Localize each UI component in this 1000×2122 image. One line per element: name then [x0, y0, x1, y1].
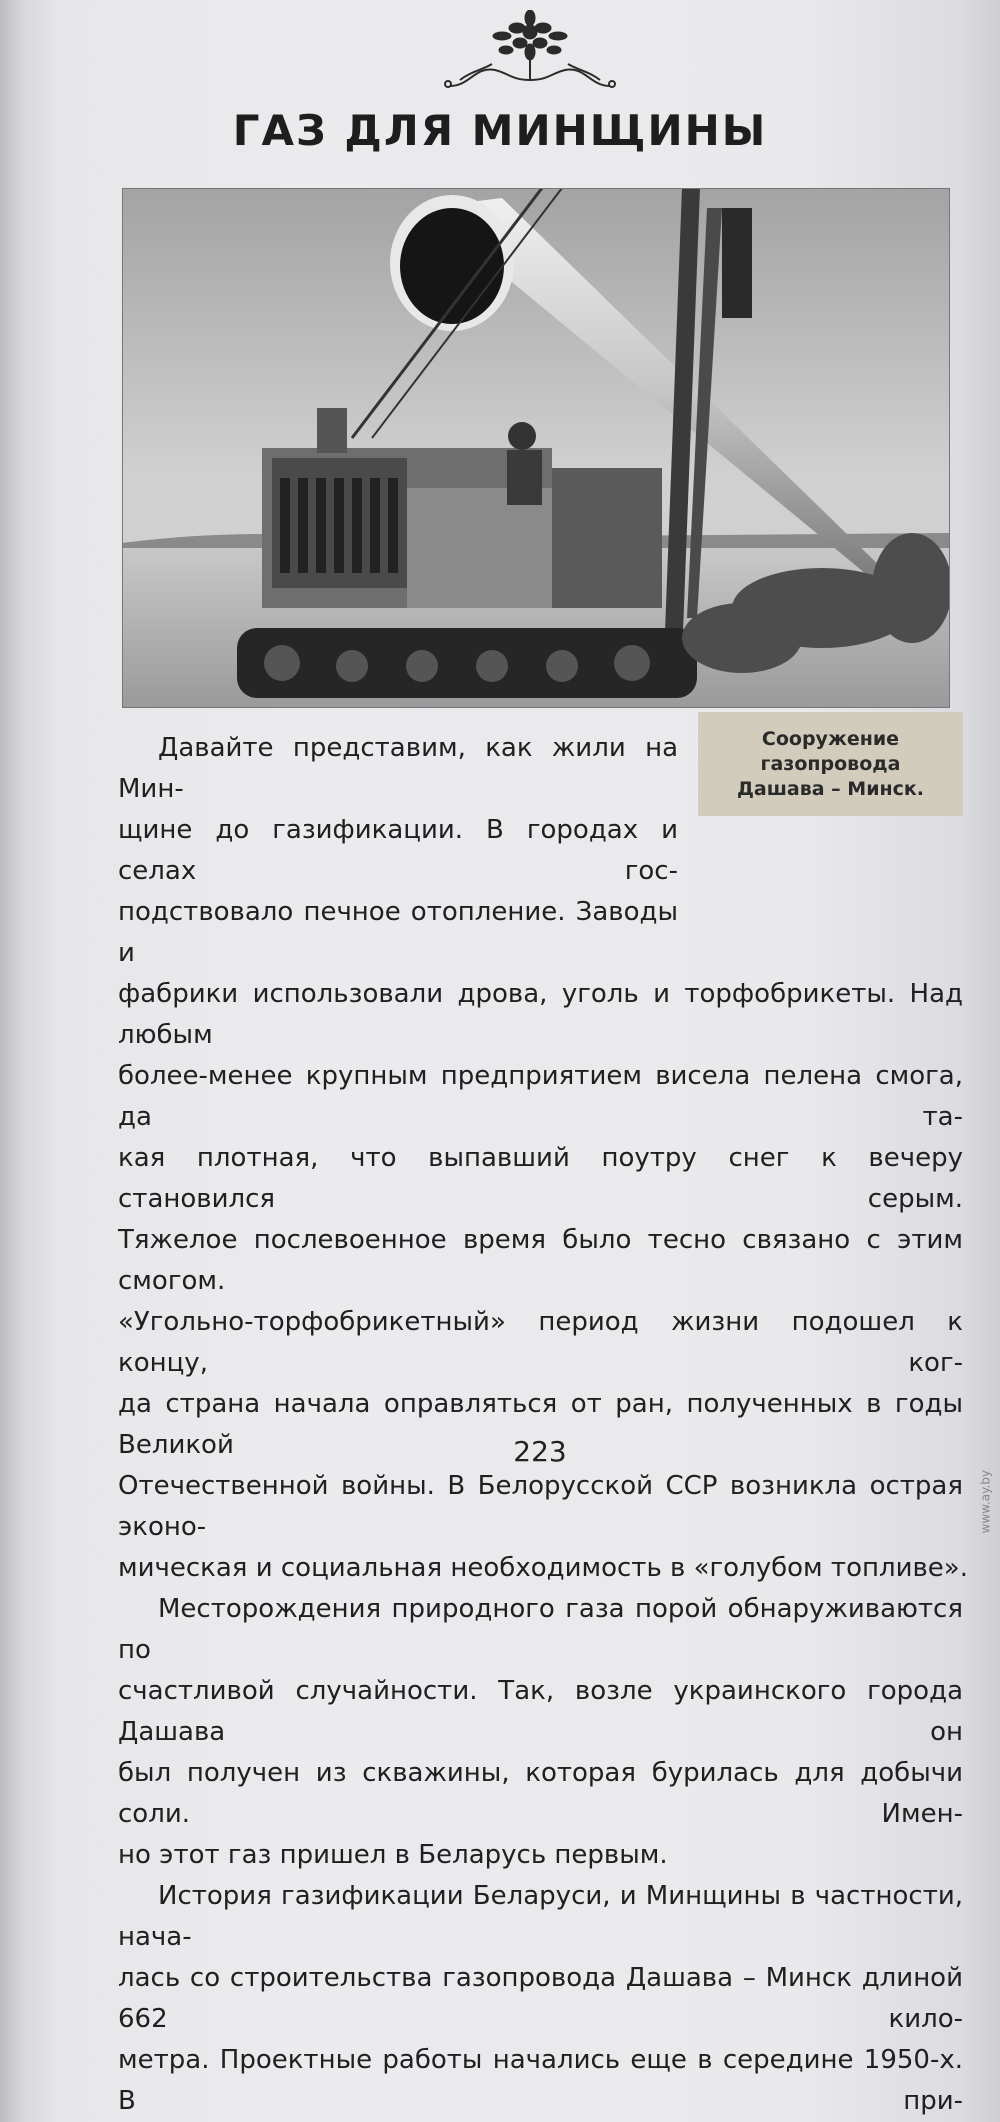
text-line: счастливой случайности. Так, возле украинского города Дашава он: [118, 1676, 963, 1747]
text-line: мическая и социальная необходимость в «голубом топливе».: [118, 1553, 968, 1583]
caption-line: Дашава – Минск.: [736, 777, 925, 800]
text-line: Давайте представим, как жили на Мин-: [118, 733, 678, 804]
text-line: кая плотная, что выпавший поутру снег к вечеру становился серым.: [118, 1143, 963, 1214]
text-line: История газификации Беларуси, и Минщины в частности, нача-: [118, 1881, 963, 1952]
caption-line: Сооружение: [761, 727, 900, 750]
page-number: 223: [513, 1435, 567, 1468]
text-line: Отечественной войны. В Белорусской ССР возникла острая эконо-: [118, 1471, 963, 1542]
article-body: [118, 728, 968, 2122]
text-line: был получен из скважины, которая бурилась для добычи соли. Имен-: [118, 1758, 963, 1829]
text-line: лась со строительства газопровода Дашава – Минск длиной 662 кило-: [118, 1963, 963, 2034]
text-line: метра. Проектные работы начались еще в середине 1950-х. В при-: [118, 2045, 963, 2116]
text-line: Месторождения природного газа порой обнаруживаются по: [118, 1594, 963, 1665]
text-line: да страна начала оправляться от ран, полученных в годы Великой: [118, 1389, 963, 1460]
watermark-text: www.ay.by: [978, 1470, 992, 1534]
floral-ornament-icon: [440, 10, 620, 92]
text-line: фабрики использовали дрова, уголь и торфобрикеты. Над любым: [118, 979, 963, 1050]
text-line: более-менее крупным предприятием висела пелена смога, да та-: [118, 1061, 963, 1132]
text-line: щине до газификации. В городах и селах гос-: [118, 815, 678, 886]
text-line: Тяжелое послевоенное время было тесно связано с этим смогом.: [118, 1225, 963, 1296]
text-line: но этот газ пришел в Беларусь первым.: [118, 1840, 668, 1870]
text-line: подствовало печное отопление. Заводы и: [118, 897, 678, 968]
page-title: ГАЗ ДЛЯ МИНЩИНЫ: [232, 106, 768, 155]
text-line: «Угольно-торфобрикетный» период жизни подошел к концу, ког-: [118, 1307, 963, 1378]
pipeline-construction-photo: [122, 188, 950, 708]
caption-line: газопровода: [760, 752, 901, 775]
